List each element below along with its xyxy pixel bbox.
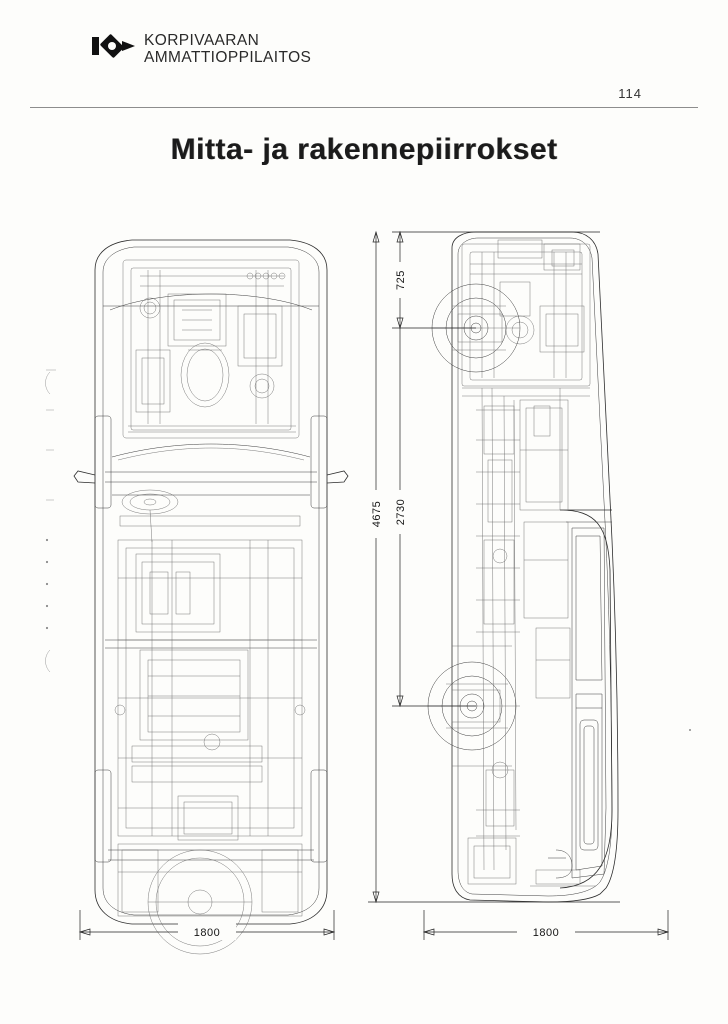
vehicle-measurement-drawings: [0, 210, 728, 970]
korpivaara-diamond-logo-icon: [92, 34, 138, 58]
side-view: [428, 232, 618, 970]
plan-width-value: 1800: [193, 927, 221, 939]
side-wheelbase-value: 2730: [395, 498, 407, 526]
side-overall-length-value: 4675: [371, 500, 383, 528]
scan-artifacts: [46, 370, 692, 731]
plan-view: [74, 240, 348, 954]
organization-logo-block: [92, 32, 311, 67]
side-roof-height-value: 725: [395, 270, 407, 290]
header-divider: [30, 107, 698, 108]
organization-name: [144, 32, 311, 67]
side-width-value: 1800: [532, 927, 560, 939]
page-title: Mitta- ja rakennepiirrokset: [170, 133, 558, 166]
organization-line-1: KORPIVAARAN: [144, 32, 260, 49]
page-number: 114: [618, 86, 642, 101]
side-view-dimensions: [368, 232, 668, 940]
organization-line-2: AMMATTIOPPILAITOS: [144, 49, 312, 67]
